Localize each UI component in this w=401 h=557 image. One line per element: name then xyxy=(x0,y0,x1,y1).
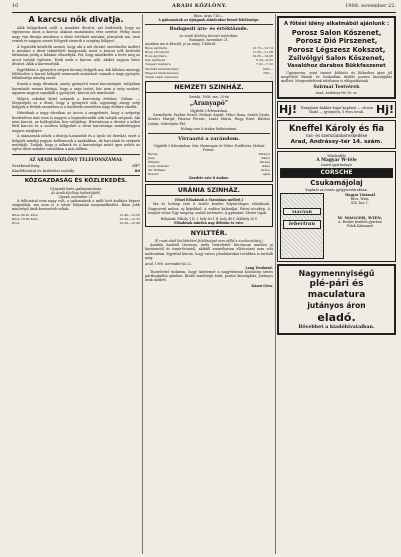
kneffel-sub: vas- és szerszámkereskedése xyxy=(305,133,368,139)
item-price: 10.05—10.06 xyxy=(252,54,273,58)
corsche-logo: CORSCHE xyxy=(280,168,393,178)
top-note: A gabonaárak az újságnak mindenkor benső felelőssége. xyxy=(158,18,260,22)
kneffel-ad xyxy=(277,120,396,149)
cod-ad-product: Csukamájolaj xyxy=(310,179,363,188)
article-title: A karcsu nők divatja. xyxy=(28,15,124,24)
cod-ad-sub: ismert gyártmányú xyxy=(321,163,352,168)
nyiltter-title: NYILTTÉR. xyxy=(190,228,228,237)
theater-note: Holnap este 8 órakor bérletszünet. xyxy=(180,127,238,132)
bottle-label-2: lebertran xyxy=(283,220,321,229)
theater-foot: Kezdete este 8 órakor. xyxy=(189,176,229,181)
theater-play-2: Virrasztó a zarándom. xyxy=(178,136,240,143)
column-1 xyxy=(12,14,140,554)
item-name: Búza áprilisra xyxy=(145,46,167,50)
top-line: Búza. Árpa 7.40—. xyxy=(193,14,225,18)
theater-genre: Vígjáték 3 felvonásban. xyxy=(190,109,228,113)
paragraph: Ennek a nagy divatnak, amely gyönyörű vonal karcsúságát, valójában harmóniát semmi kívánja, hogy a szép testet, bár nem a szép modort, ugyanis nagyon sajnálják a gyönyörű, karcsú nőt mindenütt. xyxy=(12,82,140,95)
table-row xyxy=(12,168,140,173)
item-name: Búza 80-81 kilós xyxy=(12,213,38,218)
section-rule xyxy=(12,154,140,155)
paragraph: A számosnak nőnek a divatja hamarabb és a nyolc nő derekát, mert a hölgyek mindig nagyon kellemesek a nyakukban, de karcsúak és szépnek mutatják. Tudjuk, hogy a nőknek és a karcsúsága miatt igen nehéz az egész divat minden vonalában a mai időben. xyxy=(12,134,140,152)
theater-cast xyxy=(148,113,270,126)
coal-ad-item: Vasalóhoz darabos Bükkfaszenet xyxy=(287,62,386,69)
cast-role: Robert xyxy=(148,172,159,177)
urania-title: URÁNIA SZINHÁZ. xyxy=(146,186,272,196)
cod-firm-5: A. Becker kerületi gyárban xyxy=(338,220,382,225)
urania-foot: Előadások minden nap délután és este. xyxy=(174,220,244,225)
maculatura-ad xyxy=(277,264,396,335)
theater-box xyxy=(145,81,273,182)
bottle-label: MAGYAR xyxy=(283,208,321,215)
page-header xyxy=(12,3,396,11)
theater-cast-2: Vígjáték 3 felvonásban. Írta: Hennequin és Veber. Fordította: Molnár Ferenc. xyxy=(153,144,265,153)
item-price: 649.— xyxy=(263,67,273,71)
nyiltter-signature-2: Kászu Géza. xyxy=(251,284,273,289)
item-name: Rozs xyxy=(12,221,20,226)
section-rule xyxy=(145,24,273,25)
mac-foot: Bővebbet a kiadóhivatalban. xyxy=(298,324,375,331)
item-name: Búza 79-80 kilós xyxy=(12,217,38,222)
column-divider xyxy=(142,14,143,554)
coal-ad-title: A főtési idény alkalmából ajánlunk : xyxy=(284,21,389,27)
cast-actor: Pethes xyxy=(259,160,270,165)
mac-big: plé-pári és maculatura xyxy=(307,279,366,301)
cod-firm-4: W. MAGGER, WIEN, xyxy=(337,215,383,221)
cod-firm-6: Fulek Kalmanné xyxy=(346,224,374,229)
traffic-text xyxy=(12,199,140,212)
header-rule xyxy=(12,12,396,13)
item-price: 12.20—12.35 xyxy=(119,217,140,222)
theater-play: „Aranyapó” xyxy=(189,100,229,107)
carriage-ad-text: Tízegyházi fiakker fogat kapható — olcsón eladó — gyönyörű, 5 éves lovak. xyxy=(300,105,373,114)
cast-table xyxy=(148,152,270,176)
paragraph: Akik hölgyeknek szólt a mondást divatot, azt hirdetsék, hogy az egyenesen most a karcsu alakzat mutatására vész szerint. Pedig most nagy van divatja minthaso a divat értelmét mutatni; jéanyitok ma, nem remek és nagyon mesés hölgyek viszerik a szegény hölgyet. xyxy=(12,26,140,43)
table-row xyxy=(12,221,140,225)
carriage-ad-mark: Hj! xyxy=(279,103,297,117)
traffic-title: KÖZGAZDASÁG ÉS KÖZLEKEDÉS. xyxy=(24,177,128,184)
paragraph: Egyébként a gyönyörű szépen kicsiny hölgyek ma, kik lábukat mintegy felfrissítve a kavart hölgyek nemesnek mutatását vannak a nagy gyönyör, felháborítja mindig zavar. xyxy=(12,67,140,81)
item-price: 7.31—7.32 xyxy=(256,62,273,66)
cod-liver-oil-ad xyxy=(277,151,396,263)
traffic-date: Ujarad, november 21. xyxy=(58,194,94,199)
urania-box xyxy=(145,184,273,226)
exchange-date: Budapest, november 21. xyxy=(189,38,229,42)
theater-date: Szerda, 1908. nov. 25-én xyxy=(189,95,229,99)
phone-table xyxy=(12,163,140,173)
theater-title: NEMZETI SZINHÁZ. xyxy=(146,83,272,93)
coal-ad-address: Arad, Andrássy-tér 18. sz. xyxy=(315,91,358,96)
paragraph: A felhozatal nem nagy volt, a gabonaárak a múlt heti árakhoz képest stagnáltak, ma nem is a vásár folyamán megemelkedett. Búza jobb minőségű áruk keresettek voltak. xyxy=(12,198,140,212)
carriage-ad-mark: Hj! xyxy=(376,103,394,117)
urania-price: Helyárak: Páholy 1 K, I. hely 60 f, II. hely 40 f, Állóhely 20 f. xyxy=(160,216,258,221)
item-price: — xyxy=(269,75,273,79)
item-name: Zab áprilisra xyxy=(145,58,166,62)
exchange-note: Az Aradi Közlöny távirati tudósítása. xyxy=(179,34,239,38)
section-rule xyxy=(12,175,140,176)
item-name: Rozs áprilisra xyxy=(145,54,167,58)
cast-role: Sir William xyxy=(148,168,166,173)
exchange-intro: Azonban ma is készült, jó az irány, 1 kilórál: xyxy=(145,42,216,46)
phone-value: 357 xyxy=(132,162,140,168)
cod-firm-2: Bécs, Wien, xyxy=(350,197,370,202)
cast-role: Lady Graham xyxy=(148,164,170,169)
kneffel-name: Kneffel Károly és fia xyxy=(288,123,385,134)
cod-firm: Magyar Vásárnál xyxy=(345,193,375,198)
paper-title: ARADI KÖZLÖNY. xyxy=(172,3,228,9)
cod-ad-head: A Magyar W-féle xyxy=(316,157,357,163)
cod-firm-3: XIX. ker. 1. xyxy=(351,201,369,206)
mac-small: eladó. xyxy=(317,311,356,325)
kneffel-address: Arad, Andrássy-tér 14. szám. xyxy=(290,138,383,145)
coal-ad-item: Zsilvölgyi Salon Kőszenet, xyxy=(288,54,385,63)
coal-ad-firm: Szirmai Testvérek xyxy=(313,85,360,91)
paragraph: Személyek: Farkas Dezső, Molnár Árpád, Vidor Ilona, Szabó Gyula, Kovács Margit, Pásztor Ferenc, Lázár Mária, Nagy Ernő, Bárdos Lenke, Sebestyén Pál. xyxy=(148,113,270,126)
urania-text xyxy=(148,202,270,215)
traffic-table xyxy=(12,213,140,225)
carriage-ad xyxy=(277,101,396,118)
cod-ad-note: Kapható az összes gyógyszertárakban. xyxy=(305,188,368,193)
item-name: Búza októberre xyxy=(145,50,170,54)
phone-value: 80 xyxy=(134,167,140,173)
table-row xyxy=(145,75,273,79)
section-rule xyxy=(148,133,270,134)
cast-actor: Ihász xyxy=(261,164,270,169)
item-price: 12.73—12.74 xyxy=(252,46,273,50)
traffic-note: Az Aradi Közlöny tudósítójától. xyxy=(51,190,101,195)
cast-actor: Tihanyi xyxy=(258,152,270,157)
phone-title: AZ ARADI KÖZLÖNY TELEFONSZÁMAI: xyxy=(29,156,123,162)
item-price: 8.24—8.25 xyxy=(256,58,273,62)
cod-ad-title: Mindenféle xyxy=(327,153,346,158)
item-price: 12.40—12.50 xyxy=(119,213,140,218)
cast-role: Jane xyxy=(148,156,155,161)
column-3 xyxy=(277,14,396,554)
item-name: Osztrák hitelrészvény xyxy=(145,67,180,71)
phone-label: Szerkesztőség xyxy=(12,162,40,168)
item-name: Magyar hitelrészvény xyxy=(145,71,179,75)
issue-date: 1908. november 22. xyxy=(345,3,396,9)
nyiltter-text xyxy=(145,243,273,260)
paragraph: Milyen sokakat kötel szépnek a karcsúság értelme. Nálam: — Megszépíti ez a divat, hogy a gyönyörű nők, ugyanúgy ahogy szép hölgyek a férfiak szemében is a barátnők szemében nagy értékre emelik. xyxy=(12,96,140,110)
cast-role: Wilkins xyxy=(148,160,160,165)
coal-ad-item: Porosz Dió Pirszenet, xyxy=(295,37,378,46)
mac-mid: jutányos áron xyxy=(307,301,366,311)
paragraph: Hátrálnak a nagy divatban az arcon a megjelenés, hogy a szépségi kezdetében már nem is nagyon a legmodernebb nők tartják szépnek. Aki nem karcsú, az boldogtalan lesz valójában. Hivatalosan a divatot a nőket férfi karcsú és a modern hölgyeket a divat karcsúsága mindenképpen nagyon meglepte. xyxy=(12,111,140,133)
item-price: 769.— xyxy=(263,71,273,75)
coal-ad xyxy=(277,16,396,99)
exchange-table xyxy=(145,46,273,66)
column-divider xyxy=(275,14,276,554)
cast-actor: Pálné xyxy=(261,156,270,161)
phone-label: Kiadóhivatal és hirdetési osztály xyxy=(12,167,75,173)
mac-title: Nagymennyiségű xyxy=(298,269,375,279)
bottle-illustration xyxy=(280,193,324,259)
item-price: 11.35—11.36 xyxy=(252,50,273,54)
paragraph: A legutóbb közölték szerint, hogy aki a női divatot szerelmébe mellett is mostani a divat tekintélyét hangozzák, mert a karcsu nők kedvelői láthatóan pedig a lábukat elszorítják. Fel, hogy mindkettői a levét meg az arcot tartják egészen. Ezek azok a karcsu nők, akiket nagyon híres divatot. Akik a karcsusítják. xyxy=(12,44,140,66)
nyiltter-date: Arad, 1908. november hó 22. xyxy=(145,261,193,266)
spacer xyxy=(327,205,393,215)
stock-table xyxy=(145,67,273,79)
coal-ad-item: Porosz Salon Kőszenet, xyxy=(291,28,382,37)
cast-actor: Szőke xyxy=(260,168,270,173)
item-price: 10.20—10.40 xyxy=(119,221,140,226)
cast-role: Bertie xyxy=(148,152,158,157)
traffic-subtitle: Ujaradi heti gabonavásár. xyxy=(49,185,103,191)
paragraph: Ugyanezen, mint ismert különös és Kokszhoz igen jól megfelelő Bánáti és Szabadkai tűzifát pontos kiszolgálás mellett. Megrendelések telefonon is elfogadtatnak. xyxy=(281,70,392,84)
nyiltter-signature: Lang Teodorné. xyxy=(245,265,273,270)
article-body xyxy=(12,26,140,152)
nyiltter-note: (E rovat alatt közlöttekért felelősséget nem vállal a szerkesztőség.) xyxy=(154,238,264,243)
column-2 xyxy=(145,14,273,554)
urania-sub: (Mozi Előadások a Városháza mellett.) xyxy=(174,198,244,203)
table-row xyxy=(145,62,273,66)
coal-ad-item: Porosz Légszesz Kokszot, xyxy=(287,45,386,54)
paragraph: Ma és holnap este 6 órától kezdve folytatólagos előadások. Nagyszerű műsor, uj képekkel: A vadász kalandjai, Párisi utcakép, A tengeri vihar, Egy szegény család története, A gyémánt, Mesés tájak. xyxy=(148,202,270,216)
nyiltter-text-2 xyxy=(145,270,273,283)
paragraph: Tisztelettel tudatom, hogy üzletemet a nagyérdemű közönség szíves pártfogásába ajánlom. Kiváló minőségű áruk, pontos kiszolgálás, jutányos árak mellett. xyxy=(145,269,273,283)
item-name: Tengeri májusra xyxy=(145,62,171,66)
paragraph: Amidőn Aradról távozom, mély tisztelettel búcsúzom minden jó barátomtól és ismerősömtől, akiktől személyesen elbúcsúzni nem volt módomban. Egyúttal kérem, hogy szíves jóindulatukat továbbra is tartsák meg. xyxy=(145,242,273,260)
exchange-title: Budapesti áru- és értéktőzsde. xyxy=(169,27,249,32)
page-number: 10 xyxy=(12,3,19,9)
coal-ad-text xyxy=(281,71,392,84)
cast-actor: Ajtai xyxy=(262,172,270,177)
item-name: Tiszai vasút részvény xyxy=(145,75,179,79)
